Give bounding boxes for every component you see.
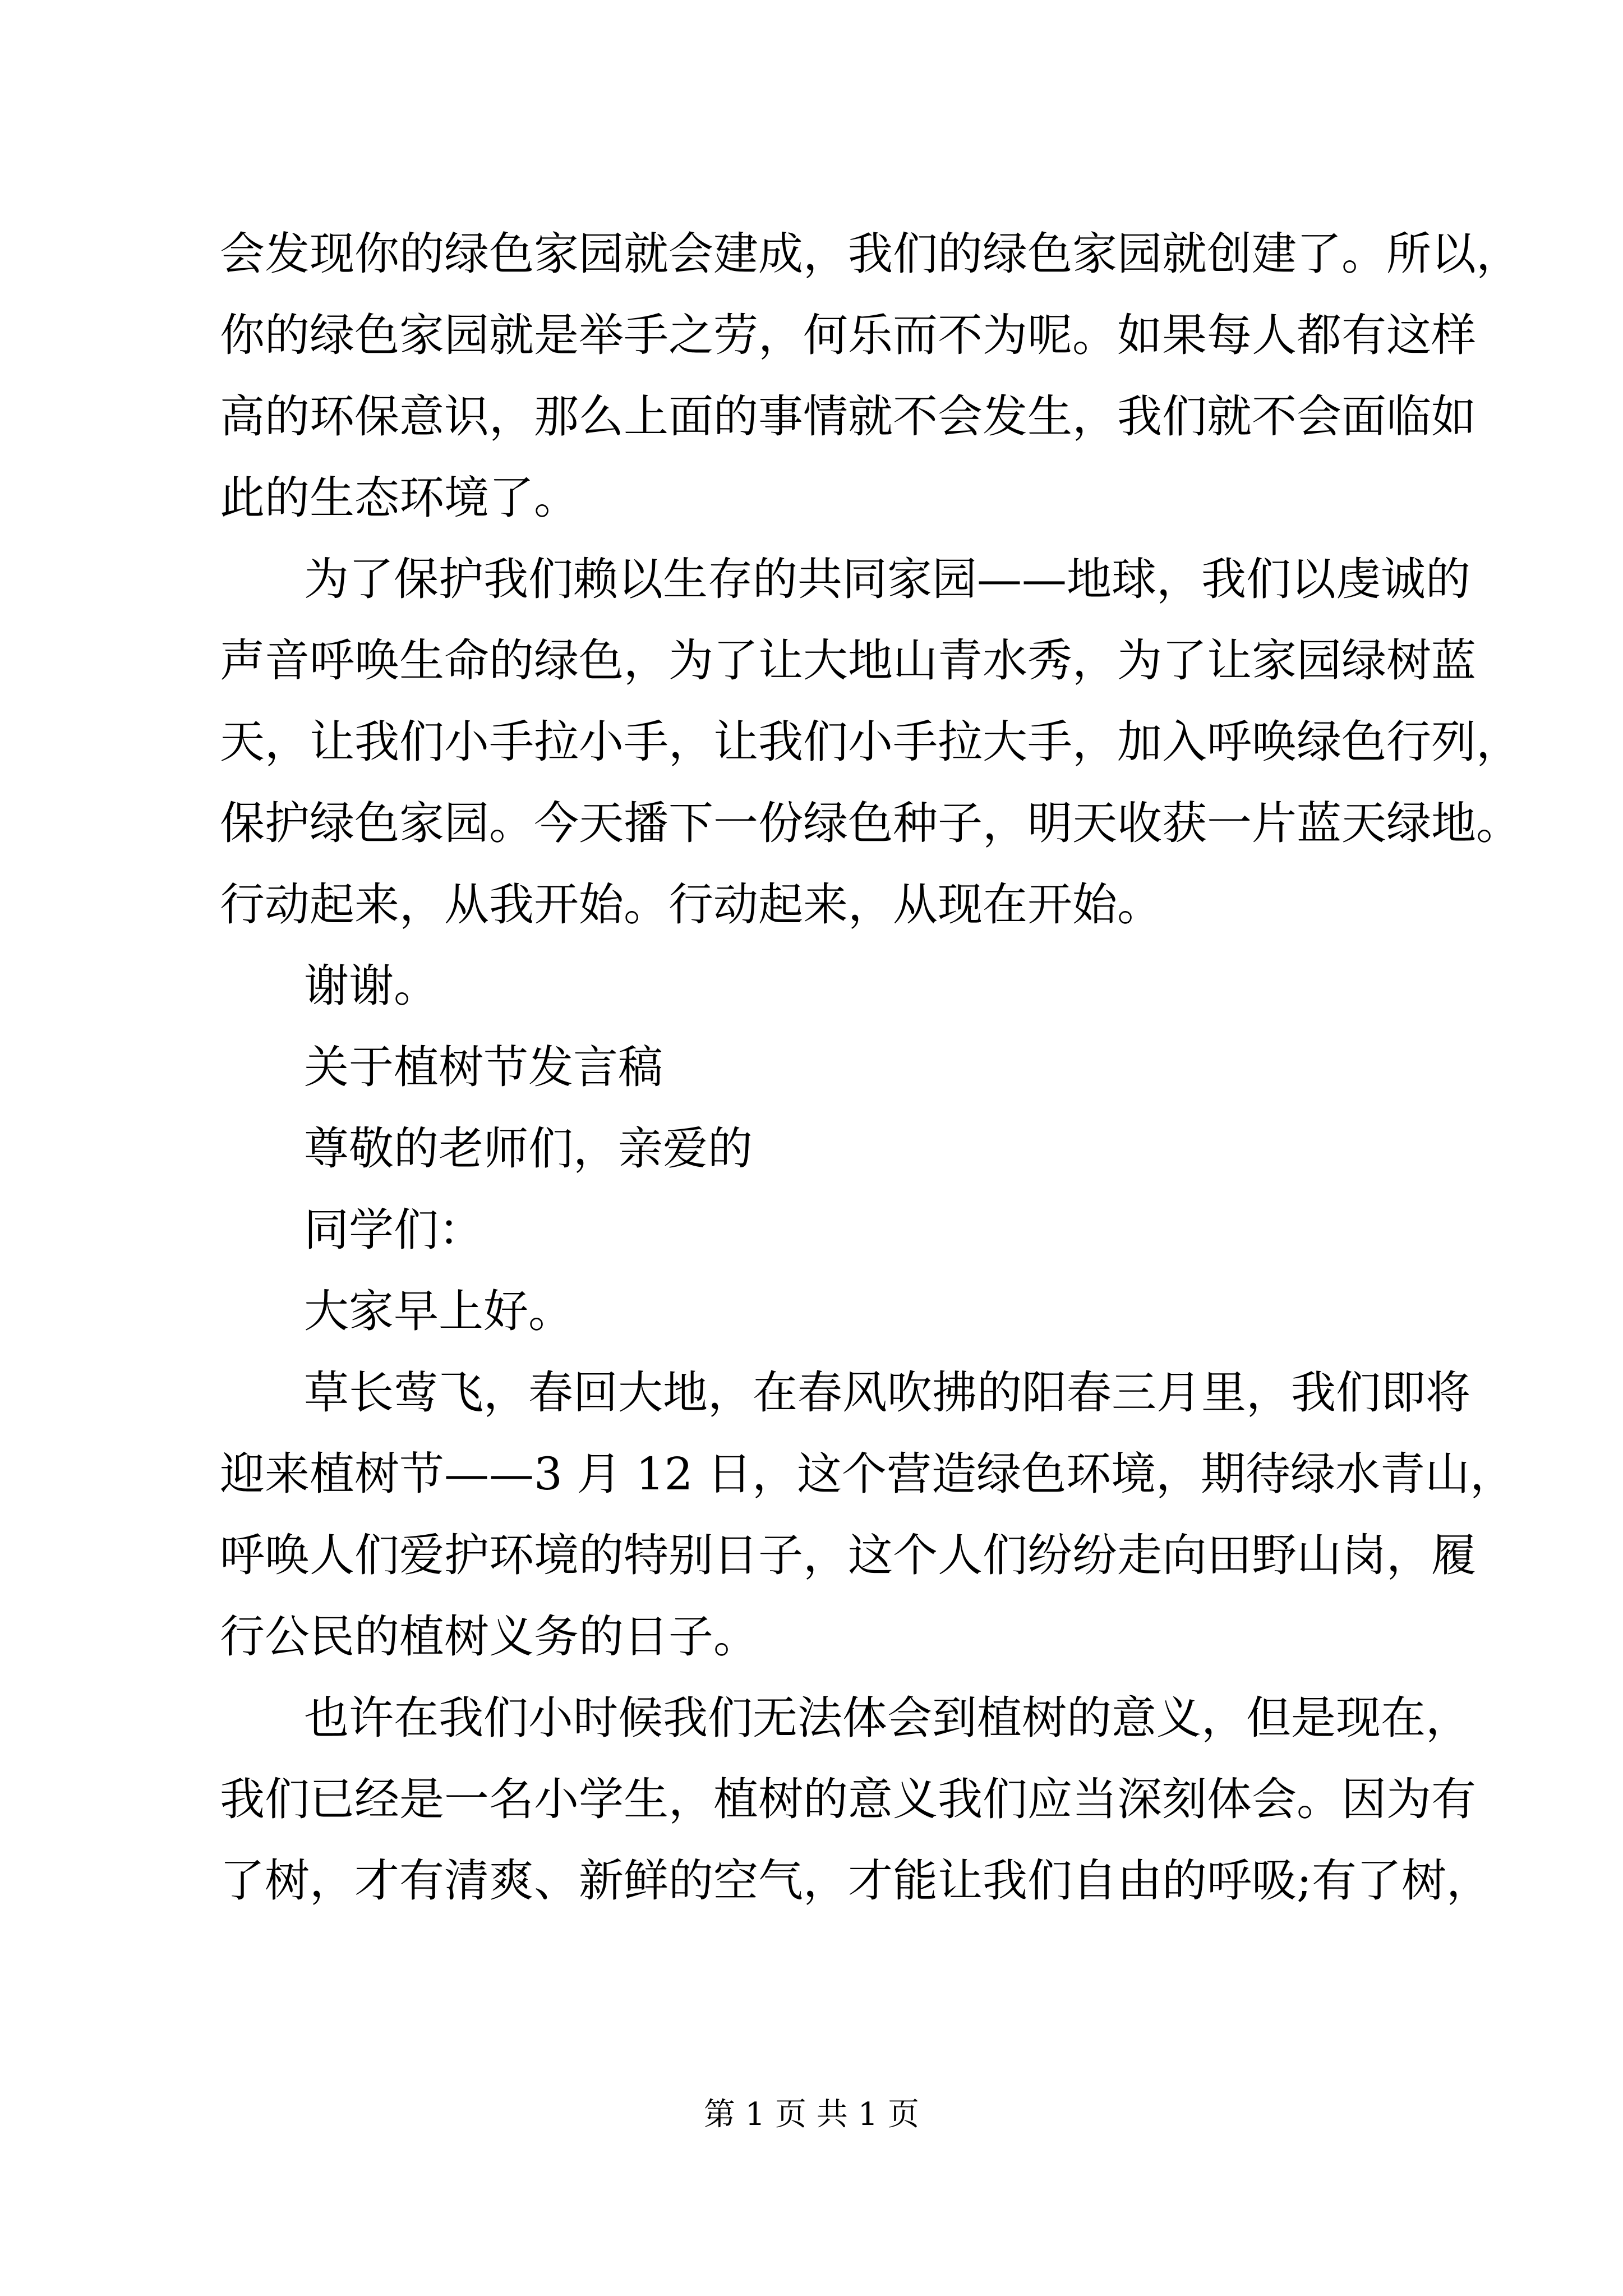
text-line: 天，让我们小手拉小手，让我们小手拉大手，加入呼唤绿色行列， xyxy=(220,716,1521,768)
text-line: 了树，才有清爽、新鲜的空气，才能让我们自由的呼吸;有了树， xyxy=(220,1855,1491,1907)
text-line: 呼唤人们爱护环境的特别日子，这个人们纷纷走向田野山岗，履 xyxy=(220,1529,1476,1581)
text-line: 同学们： xyxy=(304,1204,483,1256)
page-number: 第 1 页 共 1 页 xyxy=(703,2096,920,2133)
text-line: 行动起来，从我开始。行动起来，从现在开始。 xyxy=(220,878,1162,931)
text-line: 也许在我们小时候我们无法体会到植树的意义，但是现在， xyxy=(304,1692,1470,1744)
body-text xyxy=(220,213,1521,1921)
text-line: 高的环保意识，那么上面的事情就不会发生，我们就不会面临如 xyxy=(220,390,1476,443)
page-footer xyxy=(0,2092,1623,2137)
text-line: 迎来植树节——3 月 12 日，这个营造绿色环境，期待绿水青山， xyxy=(220,1448,1515,1500)
text-line: 会发现你的绿色家园就会建成，我们的绿色家园就创建了。所以， xyxy=(220,228,1521,280)
text-line: 谢谢。 xyxy=(304,960,439,1012)
section-title: 关于植树节发言稿 xyxy=(304,1041,663,1093)
text-line: 草长莺飞，春回大地，在春风吹拂的阳春三月里，我们即将 xyxy=(304,1366,1470,1419)
text-line: 我们已经是一名小学生，植树的意义我们应当深刻体会。因为有 xyxy=(220,1773,1476,1825)
text-line: 行公民的植树义务的日子。 xyxy=(220,1611,758,1663)
text-line: 声音呼唤生命的绿色，为了让大地山青水秀，为了让家园绿树蓝 xyxy=(220,634,1476,687)
text-line: 尊敬的老师们，亲爱的 xyxy=(304,1122,753,1175)
text-line: 大家早上好。 xyxy=(304,1285,573,1337)
text-line: 保护绿色家园。今天播下一份绿色种子，明天收获一片蓝天绿地。 xyxy=(220,797,1521,849)
text-line: 此的生态环境了。 xyxy=(220,472,579,524)
text-line: 你的绿色家园就是举手之劳，何乐而不为呢。如果每人都有这样 xyxy=(220,309,1476,361)
text-line: 为了保护我们赖以生存的共同家园——地球，我们以虔诚的 xyxy=(304,553,1470,605)
